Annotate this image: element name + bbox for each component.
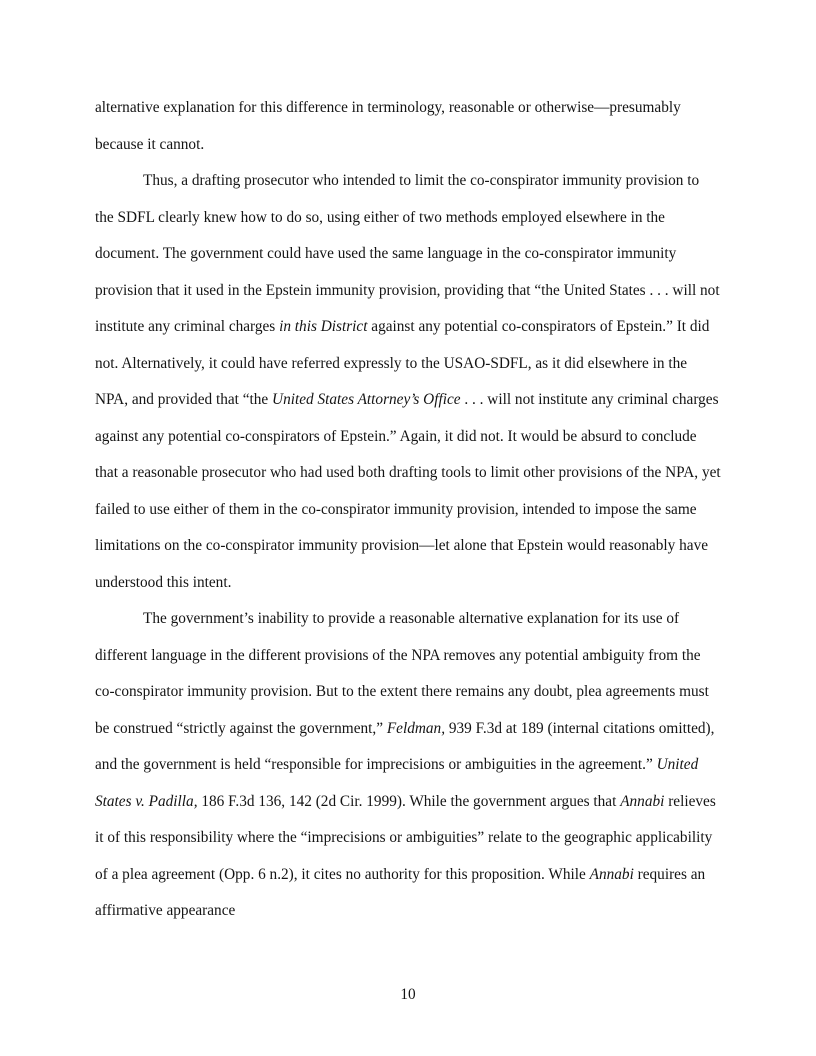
document-body xyxy=(95,90,721,930)
paragraph-1 xyxy=(95,90,721,163)
paragraph-3 xyxy=(95,601,721,930)
text-run: against any potential co-conspirators of Epstein.” It did not. Alternatively, it could have referred expressly to the USAO-SDFL, as it did elsewhere in the NPA, and provided that “the xyxy=(95,318,710,408)
paragraph-2 xyxy=(95,163,721,601)
text-run: alternative explanation for this difference in terminology, reasonable or otherwise—presumably because it cannot. xyxy=(95,99,681,153)
text-run-italic: in this District xyxy=(279,318,368,335)
text-run: 186 F.3d 136, 142 (2d Cir. 1999). While the government argues that xyxy=(197,792,621,810)
page-number: 10 xyxy=(400,986,416,1003)
text-run-italic: Annabi xyxy=(589,865,634,883)
text-run: relieves it of this responsibility where the “imprecisions or ambiguities” relate to the geographic applicability of a plea agreement (Opp. 6 n.2), it cites no authority for this proposition. While xyxy=(95,792,716,883)
text-run-italic: Annabi xyxy=(620,792,665,810)
text-run: 939 F.3d at 189 (internal citations omitted), and the government is held “responsible for imprecisions or ambiguities in the agreement.” xyxy=(95,719,715,773)
text-run: Thus, a drafting prosecutor who intended to limit the co-conspirator immunity provision to the SDFL clearly knew how to do so, using either of two methods employed elsewhere in the document. The government could have used the same language in the co-conspirator immunity provision that it used in the Epstein immunity provision, providing that “the United States . . . will not institute any criminal charges xyxy=(95,172,720,335)
text-run-italic: United States Attorney’s Office xyxy=(272,391,461,408)
text-run-italic: United States v. Padilla, xyxy=(95,756,699,810)
text-run: requires an affirmative appearance xyxy=(95,865,706,919)
text-run: . . . will not institute any criminal charges against any potential co-conspirators of Epstein.” Again, it did not. It would be absurd to conclude that a reasonable prosecutor who had used both drafting tools to limit other provisions of the NPA, yet failed to use either of them in the co-conspirator immunity provision, intended to impose the same limitations on the co-conspirator immunity provision—let alone that Epstein would reasonably have understood this intent. xyxy=(95,391,721,591)
text-run-italic: Feldman, xyxy=(386,719,446,737)
text-run: The government’s inability to provide a reasonable alternative explanation for its use of different language in the different provisions of the NPA removes any potential ambiguity from the co-conspirator immunity provision. But to the extent there remains any doubt, plea agreements must be construed “strictly against the government,” xyxy=(95,610,709,737)
